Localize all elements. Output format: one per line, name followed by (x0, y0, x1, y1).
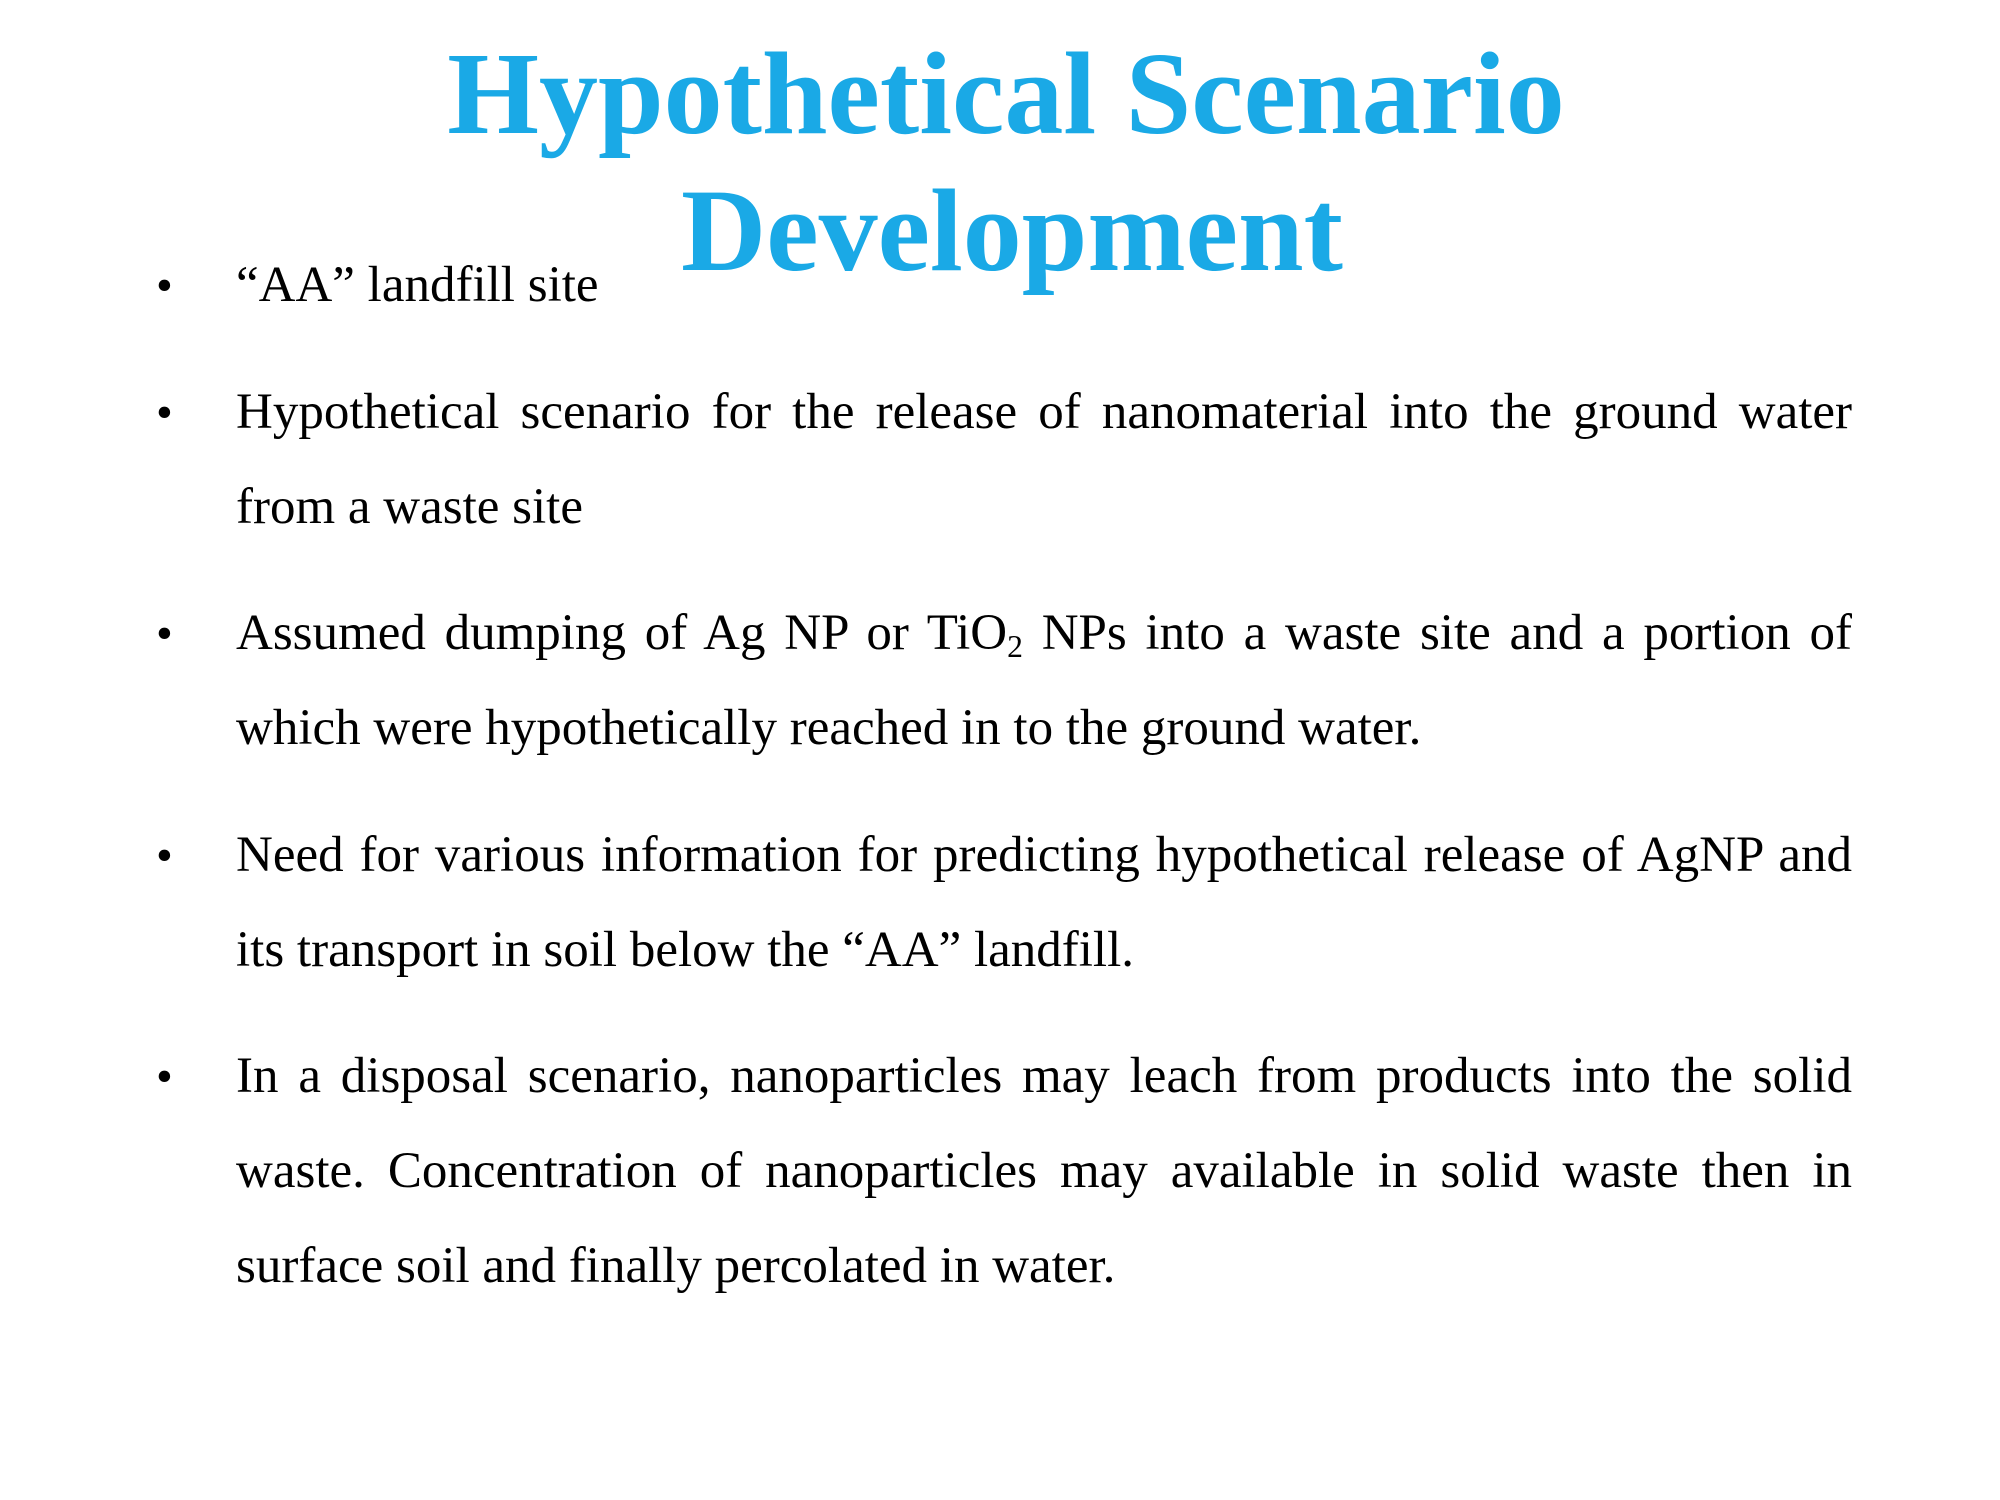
bullet-text-3-before: Assumed dumping of Ag NP or TiO (236, 605, 1008, 661)
bullet-text-3 (236, 586, 1852, 776)
bullet-text-1: “AA” landfill site (236, 257, 599, 313)
bullet-text-3-after: NPs into a waste site and a portion of which were hypothetically reached in to the ground water. (236, 605, 1852, 756)
slide-title-line-1: Hypothetical Scenario (447, 28, 1565, 159)
bullet-dot-icon: • (156, 829, 173, 882)
bullet-dot-icon: • (156, 386, 173, 439)
slide-title-line-2: Development (681, 165, 1343, 296)
bullet-text-5: In a disposal scenario, nanoparticles may leach from products into the solid waste. Concentration of nanoparticles may available in solid waste then in surface soil and finally percolated in water. (236, 1048, 1852, 1294)
bullet-dot-icon: • (156, 259, 173, 312)
bullet-text-4: Need for various information for predicting hypothetical release of AgNP and its transport in soil below the “AA” landfill. (236, 827, 1852, 978)
bullet-dot-icon: • (156, 1050, 173, 1103)
subscript-2: 2 (1007, 628, 1023, 664)
bullet-text-2: Hypothetical scenario for the release of nanomaterial into the ground water from a waste site (236, 384, 1852, 535)
bullet-dot-icon: • (156, 607, 173, 660)
